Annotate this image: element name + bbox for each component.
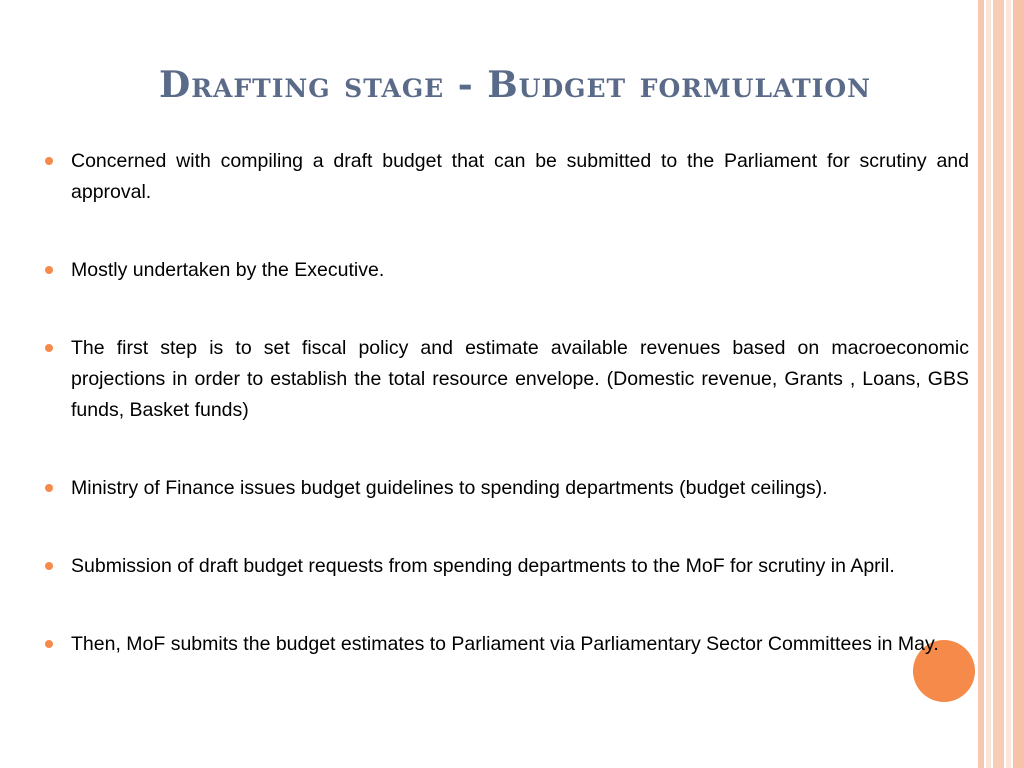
bullet-text: Ministry of Finance issues budget guidelines to spending departments (budget ceilings).: [71, 477, 828, 499]
decorative-stripe: [993, 0, 1004, 768]
bullet-text: Mostly undertaken by the Executive.: [71, 259, 385, 281]
bullet-item: [45, 629, 969, 660]
bullet-text: Concerned with compiling a draft budget that can be submitted to the Parliament for scrutiny and approval.: [71, 150, 969, 203]
bullet-item: [45, 146, 969, 208]
bullet-dot-icon: [45, 266, 53, 274]
decorative-stripe: [986, 0, 991, 768]
bullet-item: [45, 473, 969, 504]
bullet-list: [45, 146, 969, 660]
bullet-item: [45, 551, 969, 582]
bullet-dot-icon: [45, 484, 53, 492]
slide-title: Drafting stage - Budget formulation: [158, 64, 872, 106]
bullet-item: [45, 333, 969, 426]
decorative-stripe: [1013, 0, 1024, 768]
bullet-dot-icon: [45, 640, 53, 648]
bullet-dot-icon: [45, 562, 53, 570]
bullet-dot-icon: [45, 344, 53, 352]
bullet-item: [45, 255, 969, 286]
bullet-dot-icon: [45, 157, 53, 165]
bullet-text: Submission of draft budget requests from spending departments to the MoF for scrutiny in April.: [71, 555, 895, 577]
decorative-stripe: [978, 0, 984, 768]
bullet-text: Then, MoF submits the budget estimates to Parliament via Parliamentary Sector Committees in May.: [71, 633, 939, 655]
bullet-text: The first step is to set fiscal policy and estimate available revenues based on macroeconomic projections in order to establish the total resource envelope. (Domestic revenue, Grants , Loans, GBS funds, Basket funds): [71, 337, 969, 421]
decorative-stripe: [1006, 0, 1011, 768]
